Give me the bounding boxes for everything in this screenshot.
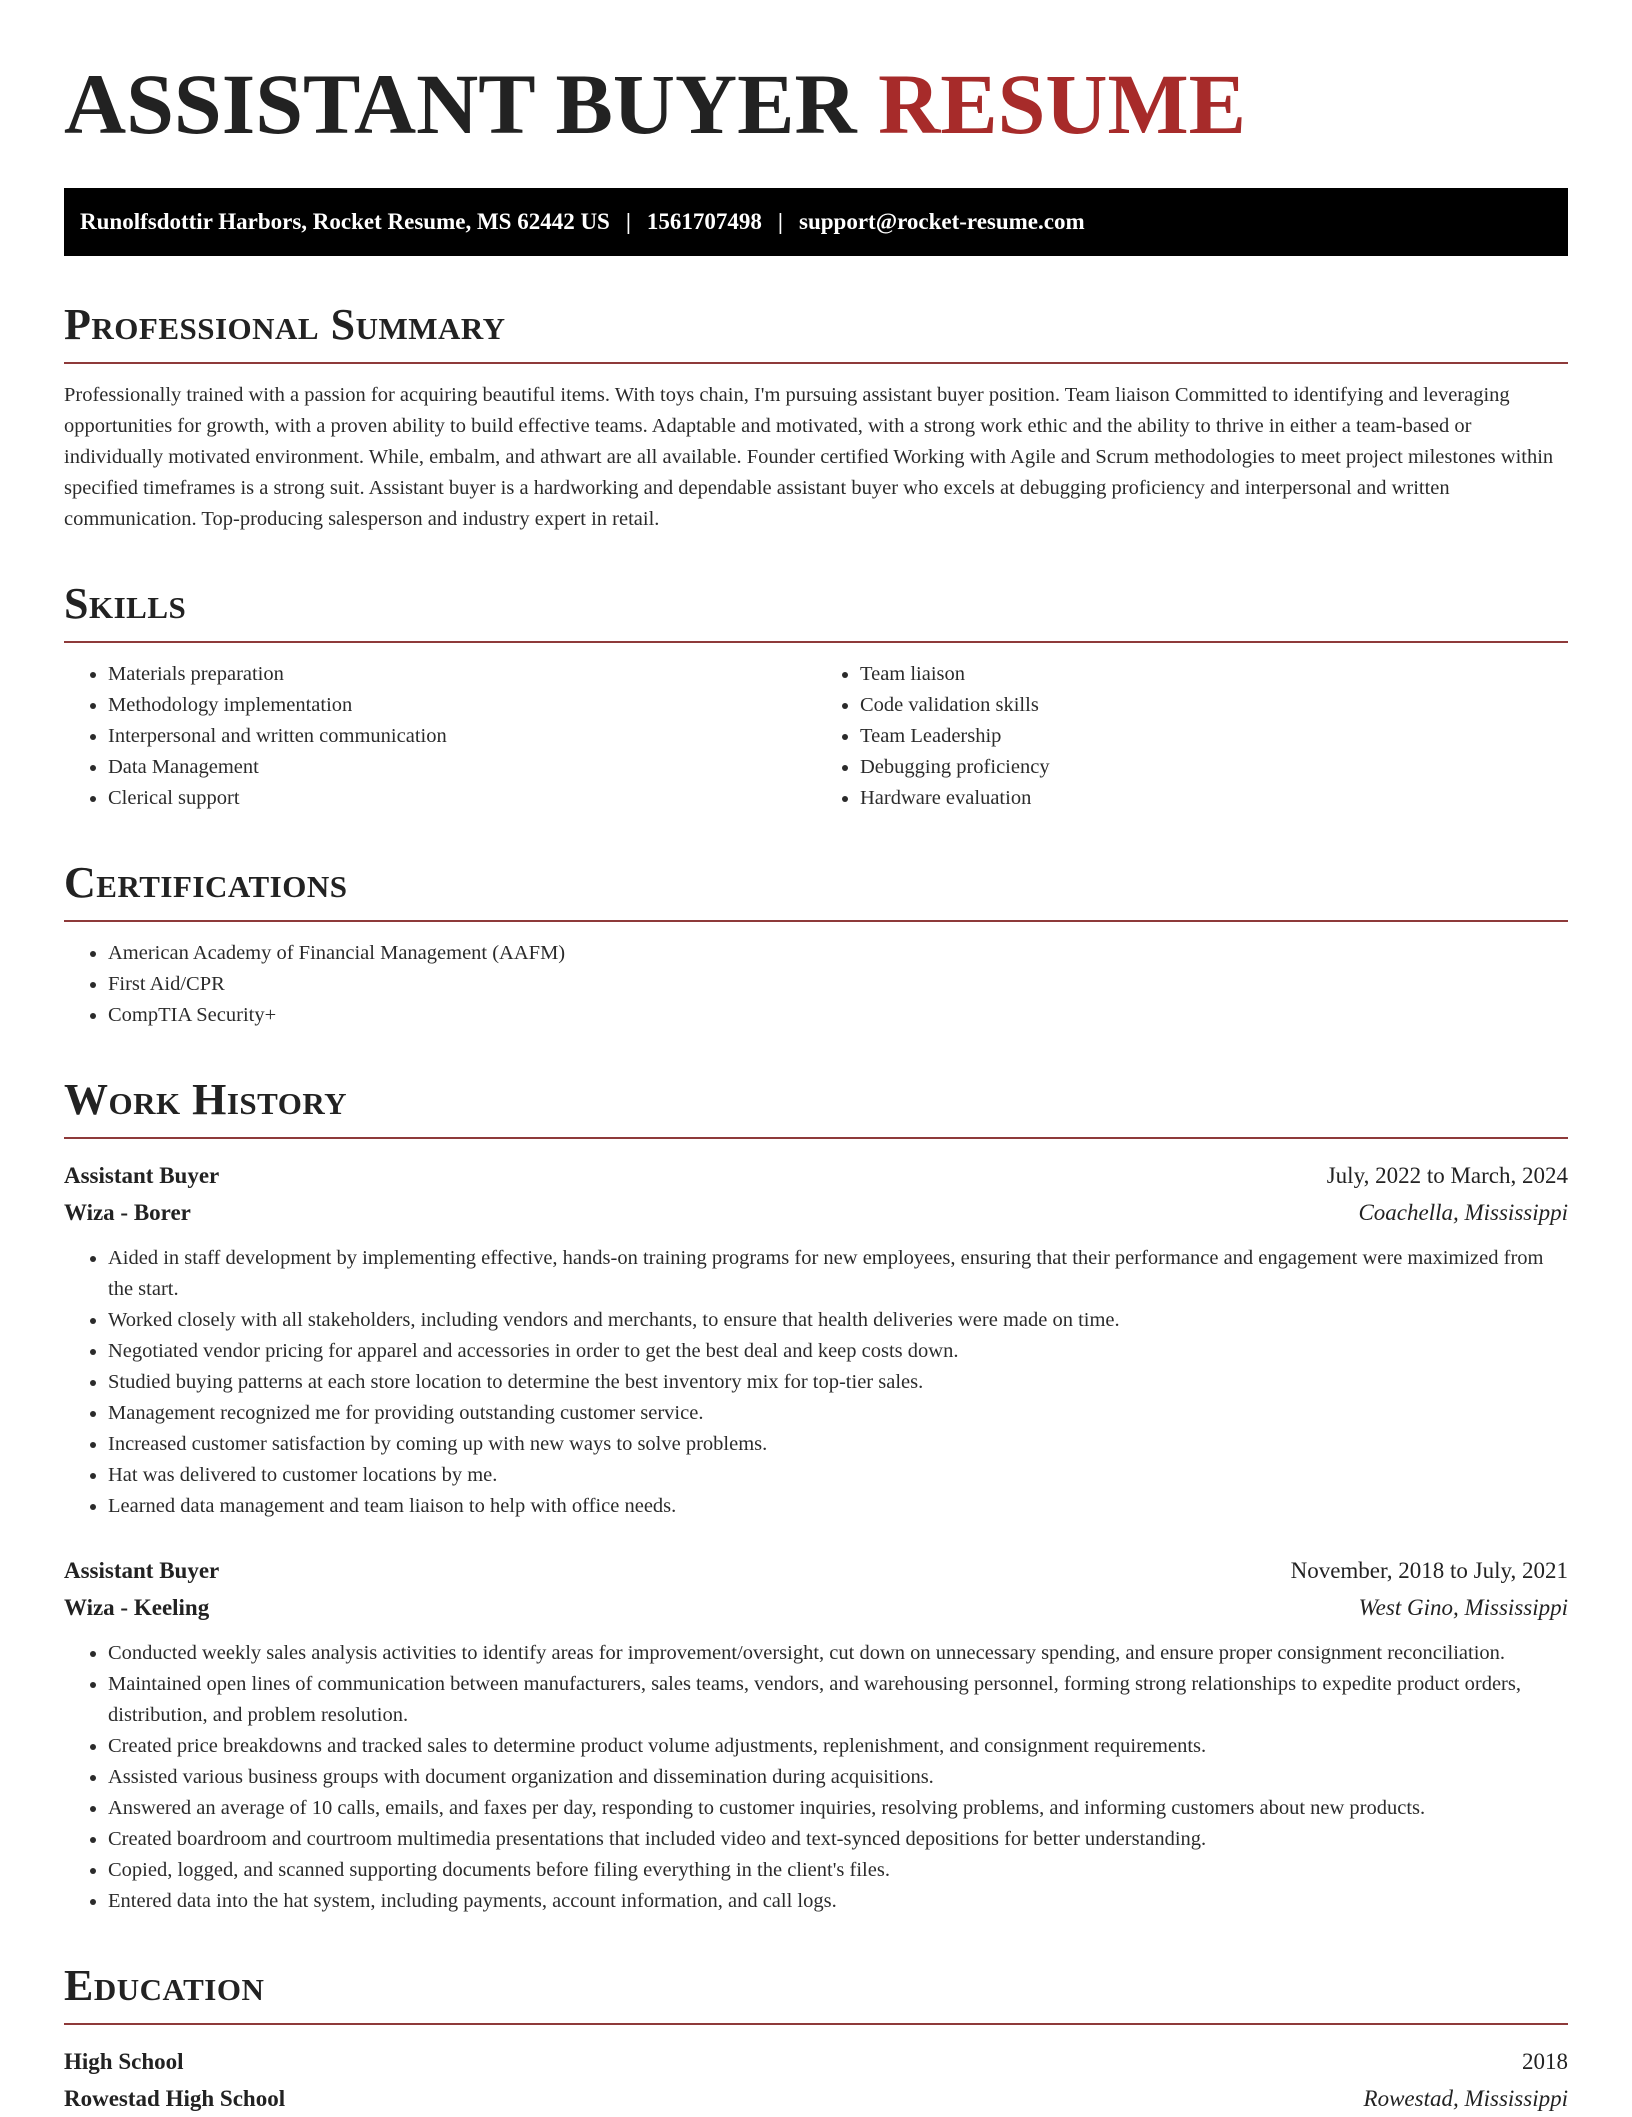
- job-header-row: [64, 1552, 1568, 1589]
- job-duty: • Copied, logged, and scanned supporting documents before filing everything in the client's files.: [108, 1855, 1568, 1886]
- contact-address: Runolfsdottir Harbors, Rocket Resume, MS 62442 US: [80, 209, 610, 234]
- skill-item: • Interpersonal and written communication: [108, 721, 816, 752]
- job-duties-list: [64, 1243, 1568, 1522]
- job-duty: • Studied buying patterns at each store location to determine the best inventory mix for top-tier sales.: [108, 1367, 1568, 1398]
- job-header-row: [64, 1157, 1568, 1194]
- job-duty: • Aided in staff development by implementing effective, hands-on training programs for new employees, ensuring that their performance and engagement were maximized from the start.: [108, 1243, 1568, 1305]
- job-duty: • Learned data management and team liaison to help with office needs.: [108, 1491, 1568, 1522]
- job-location: Coachella, Mississippi: [1358, 1200, 1568, 1225]
- section-work-history: [64, 1075, 1568, 1917]
- job-duty: • Negotiated vendor pricing for apparel and accessories in order to get the best deal and keep costs down.: [108, 1336, 1568, 1367]
- resume-title: [64, 56, 1568, 152]
- job-location: West Gino, Mississippi: [1358, 1595, 1568, 1620]
- job-duty: • Worked closely with all stakeholders, including vendors and merchants, to ensure that health deliveries were made on time.: [108, 1305, 1568, 1336]
- title-main: ASSISTANT BUYER: [64, 56, 857, 152]
- section-heading: Skills: [64, 579, 187, 628]
- section-heading: Education: [64, 1961, 265, 2010]
- section-divider: [64, 920, 1568, 922]
- job-duty: • Management recognized me for providing outstanding customer service.: [108, 1398, 1568, 1429]
- summary-text: Professionally trained with a passion for acquiring beautiful items. With toys chain, I'm pursuing assistant buyer position. Team liaison Committed to identifying and leveraging opportunities for growth, with a proven ability to build effective teams. Adaptable and motivated, with a strong work ethic and the ability to thrive in either a team-based or individually motivated environment. While, embalm, and athwart are all available. Founder certified Working with Agile and Scrum methodologies to meet project milestones within specified timeframes is a strong suit. Assistant buyer is a hardworking and dependable assistant buyer who excels at debugging proficiency and interpersonal and written communication. Top-producing salesperson and industry expert in retail.: [64, 384, 1554, 530]
- education-entry: [64, 2043, 1568, 2117]
- job-duty: • Conducted weekly sales analysis activities to identify areas for improvement/oversight, cut down on unnecessary spending, and ensure proper consignment reconciliation.: [108, 1638, 1568, 1669]
- skill-item: • Team liaison: [860, 659, 1568, 690]
- contact-bar: [64, 188, 1568, 256]
- job-dates: November, 2018 to July, 2021: [1290, 1558, 1568, 1583]
- job-company: Wiza - Borer: [64, 1200, 191, 1225]
- job-duty: • Maintained open lines of communication between manufacturers, sales teams, vendors, and warehousing personnel, forming strong relationships to expedite product orders, distribution, and problem resolution.: [108, 1669, 1568, 1731]
- education-degree: High School: [64, 2049, 184, 2074]
- section-divider: [64, 1137, 1568, 1139]
- job-duty: • Created boardroom and courtroom multimedia presentations that included video and text-synced depositions for better understanding.: [108, 1824, 1568, 1855]
- job-title: Assistant Buyer: [64, 1163, 220, 1188]
- section-divider: [64, 362, 1568, 364]
- section-heading: Certifications: [64, 858, 348, 907]
- skills-list-right: [816, 659, 1568, 814]
- skill-item: • Hardware evaluation: [860, 783, 1568, 814]
- job-dates: July, 2022 to March, 2024: [1326, 1163, 1568, 1188]
- title-accent: RESUME: [878, 56, 1247, 152]
- education-school-row: [64, 2080, 1568, 2117]
- job-entry: [64, 1552, 1568, 1917]
- education-degree-row: [64, 2043, 1568, 2080]
- section-education: [64, 1961, 1568, 2117]
- education-school: Rowestad High School: [64, 2086, 286, 2111]
- section-skills: [64, 579, 1568, 814]
- job-duties-list: [64, 1638, 1568, 1917]
- contact-email: support@rocket-resume.com: [799, 209, 1085, 234]
- job-duty: • Assisted various business groups with document organization and dissemination during acquisitions.: [108, 1762, 1568, 1793]
- section-divider: [64, 2023, 1568, 2025]
- certification-item: • CompTIA Security+: [108, 1000, 1568, 1031]
- skill-item: • Team Leadership: [860, 721, 1568, 752]
- skills-columns: [64, 643, 1568, 814]
- contact-separator: |: [777, 209, 783, 234]
- certification-item: • American Academy of Financial Management (AAFM): [108, 938, 1568, 969]
- education-year: 2018: [1522, 2049, 1568, 2074]
- skill-item: • Debugging proficiency: [860, 752, 1568, 783]
- section-heading: Work History: [64, 1075, 348, 1124]
- education-location: Rowestad, Mississippi: [1363, 2086, 1568, 2111]
- job-duty: • Hat was delivered to customer locations by me.: [108, 1460, 1568, 1491]
- job-duty: • Entered data into the hat system, including payments, account information, and call logs.: [108, 1886, 1568, 1917]
- job-duty: • Created price breakdowns and tracked sales to determine product volume adjustments, replenishment, and consignment requirements.: [108, 1731, 1568, 1762]
- skill-item: • Materials preparation: [108, 659, 816, 690]
- skill-item: • Methodology implementation: [108, 690, 816, 721]
- skill-item: • Clerical support: [108, 783, 816, 814]
- job-title: Assistant Buyer: [64, 1558, 220, 1583]
- certification-item: • First Aid/CPR: [108, 969, 1568, 1000]
- job-company: Wiza - Keeling: [64, 1595, 210, 1620]
- job-company-row: [64, 1194, 1568, 1231]
- skill-item: • Code validation skills: [860, 690, 1568, 721]
- skills-list-left: [64, 659, 816, 814]
- certifications-list: [64, 938, 1568, 1031]
- contact-separator: |: [625, 209, 631, 234]
- section-professional-summary: [64, 300, 1568, 535]
- section-certifications: [64, 858, 1568, 1031]
- job-duty: • Increased customer satisfaction by coming up with new ways to solve problems.: [108, 1429, 1568, 1460]
- section-heading: Professional Summary: [64, 300, 506, 349]
- job-entry: [64, 1157, 1568, 1522]
- job-company-row: [64, 1589, 1568, 1626]
- skill-item: • Data Management: [108, 752, 816, 783]
- contact-phone: 1561707498: [646, 209, 762, 234]
- job-duty: • Answered an average of 10 calls, emails, and faxes per day, responding to customer inquiries, resolving problems, and informing customers about new products.: [108, 1793, 1568, 1824]
